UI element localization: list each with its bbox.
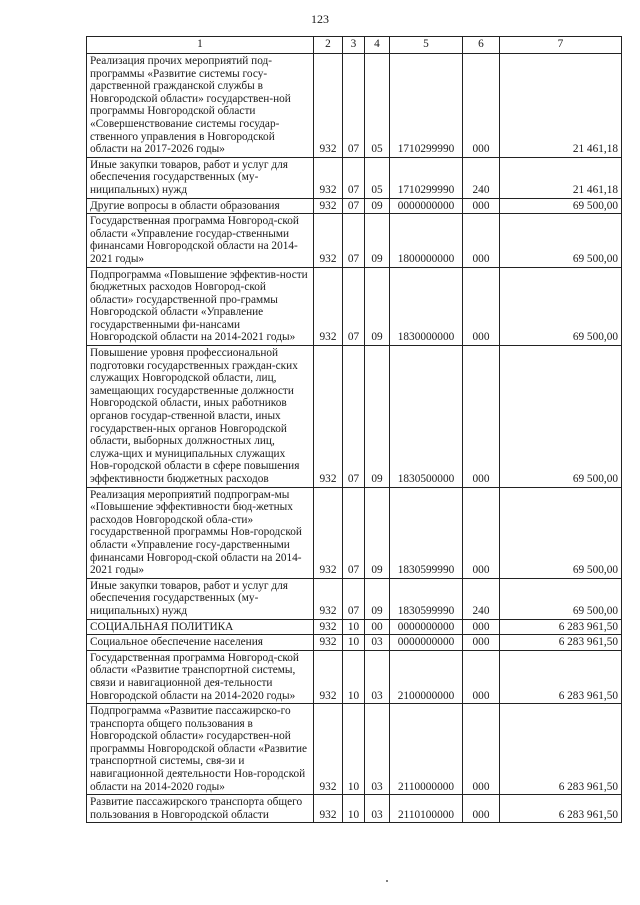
section-code-cell: 07 xyxy=(343,267,365,346)
amount-cell: 69 500,00 xyxy=(500,578,622,619)
expense-name-cell: Подпрограмма «Повышение эффектив-ности бюджетных расходов Новгород-ской области» государственной про-граммы Новгородской области «Управление государственными фи-нансами Новгородской области на 2014-2021 годы» xyxy=(87,267,314,346)
expense-type-code-cell: 000 xyxy=(463,346,500,488)
expense-type-code-cell: 000 xyxy=(463,54,500,158)
expense-name-cell: Государственная программа Новгород-ской области «Управление государ-ственными финансами Новгородской области на 2014-2021 годы» xyxy=(87,214,314,267)
section-code-cell: 10 xyxy=(343,704,365,795)
table-row xyxy=(87,650,622,703)
subsection-code-cell: 09 xyxy=(365,267,390,346)
amount-cell: 6 283 961,50 xyxy=(500,635,622,651)
department-code-cell: 932 xyxy=(314,198,343,214)
header-row xyxy=(87,37,622,54)
header-cell: 5 xyxy=(390,37,463,54)
amount-cell: 69 500,00 xyxy=(500,487,622,578)
scan-dot xyxy=(386,880,388,882)
table-row xyxy=(87,157,622,198)
section-code-cell: 10 xyxy=(343,619,365,635)
expense-name-cell: Развитие пассажирского транспорта общего пользования в Новгородской области xyxy=(87,795,314,823)
amount-cell: 21 461,18 xyxy=(500,157,622,198)
table-row xyxy=(87,267,622,346)
page-number: 123 xyxy=(311,12,329,26)
table-row xyxy=(87,214,622,267)
subsection-code-cell: 09 xyxy=(365,487,390,578)
target-article-code-cell: 1830500000 xyxy=(390,346,463,488)
subsection-code-cell: 00 xyxy=(365,619,390,635)
department-code-cell: 932 xyxy=(314,650,343,703)
subsection-code-cell: 09 xyxy=(365,346,390,488)
section-code-cell: 07 xyxy=(343,198,365,214)
header-cell: 4 xyxy=(365,37,390,54)
section-code-cell: 07 xyxy=(343,214,365,267)
target-article-code-cell: 1830599990 xyxy=(390,578,463,619)
subsection-code-cell: 05 xyxy=(365,54,390,158)
section-code-cell: 10 xyxy=(343,635,365,651)
expense-type-code-cell: 000 xyxy=(463,487,500,578)
expense-type-code-cell: 000 xyxy=(463,704,500,795)
header-cell: 1 xyxy=(87,37,314,54)
section-code-cell: 10 xyxy=(343,795,365,823)
expense-name-cell: Другие вопросы в области образования xyxy=(87,198,314,214)
department-code-cell: 932 xyxy=(314,619,343,635)
expense-type-code-cell: 000 xyxy=(463,635,500,651)
table-row xyxy=(87,346,622,488)
table-row xyxy=(87,635,622,651)
header-cell: 7 xyxy=(500,37,622,54)
target-article-code-cell: 1830599990 xyxy=(390,487,463,578)
expense-type-code-cell: 000 xyxy=(463,198,500,214)
expense-type-code-cell: 000 xyxy=(463,795,500,823)
subsection-code-cell: 03 xyxy=(365,704,390,795)
target-article-code-cell: 2100000000 xyxy=(390,650,463,703)
expense-type-code-cell: 240 xyxy=(463,157,500,198)
expense-name-cell: Социальное обеспечение населения xyxy=(87,635,314,651)
expense-name-cell: Повышение уровня профессиональной подготовки государственных граждан-ских служащих Новгородской области, лиц, замещающих государственные должности Новгородской области, иных работников органов государ-ственной власти, иных государствен-ных органов Новгородской области, выборных должностных лиц, служа-щих и муниципальных служащих Нов-городской области в сфере повышения эффективности бюджетных расходов xyxy=(87,346,314,488)
expense-type-code-cell: 240 xyxy=(463,578,500,619)
department-code-cell: 932 xyxy=(314,487,343,578)
expense-type-code-cell: 000 xyxy=(463,214,500,267)
header-cell: 2 xyxy=(314,37,343,54)
section-code-cell: 07 xyxy=(343,346,365,488)
expense-name-cell: Реализация мероприятий подпрограм-мы «Повышение эффективности бюд-жетных расходов Новгородской обла-сти» государственной программы Нов-городской области «Управление госу-дарственными финансами Новгород-ской области на 2014-2021 годы» xyxy=(87,487,314,578)
budget-table xyxy=(86,36,622,823)
target-article-code-cell: 1830000000 xyxy=(390,267,463,346)
department-code-cell: 932 xyxy=(314,214,343,267)
section-code-cell: 07 xyxy=(343,157,365,198)
table-row xyxy=(87,54,622,158)
subsection-code-cell: 03 xyxy=(365,635,390,651)
target-article-code-cell: 1710299990 xyxy=(390,54,463,158)
header-cell: 3 xyxy=(343,37,365,54)
table-row xyxy=(87,795,622,823)
expense-name-cell: Государственная программа Новгород-ской области «Развитие транспортной системы, связи и навигационной дея-тельности Новгородской области на 2014-2020 годы» xyxy=(87,650,314,703)
department-code-cell: 932 xyxy=(314,157,343,198)
table-row xyxy=(87,578,622,619)
header-cell: 6 xyxy=(463,37,500,54)
department-code-cell: 932 xyxy=(314,578,343,619)
subsection-code-cell: 09 xyxy=(365,578,390,619)
target-article-code-cell: 0000000000 xyxy=(390,619,463,635)
department-code-cell: 932 xyxy=(314,267,343,346)
subsection-code-cell: 03 xyxy=(365,650,390,703)
department-code-cell: 932 xyxy=(314,54,343,158)
table-row xyxy=(87,704,622,795)
expense-name-cell: Реализация прочих мероприятий под-программы «Развитие системы госу-дарственной гражданской службы в Новгородской области» государствен-ной программы Новгородской области «Совершенствование системы государ-ственного управления в Новгородской области на 2017-2026 годы» xyxy=(87,54,314,158)
expense-type-code-cell: 000 xyxy=(463,619,500,635)
department-code-cell: 932 xyxy=(314,635,343,651)
subsection-code-cell: 09 xyxy=(365,214,390,267)
department-code-cell: 932 xyxy=(314,704,343,795)
table-row xyxy=(87,487,622,578)
section-code-cell: 10 xyxy=(343,650,365,703)
target-article-code-cell: 0000000000 xyxy=(390,635,463,651)
amount-cell: 69 500,00 xyxy=(500,198,622,214)
department-code-cell: 932 xyxy=(314,346,343,488)
amount-cell: 21 461,18 xyxy=(500,54,622,158)
amount-cell: 69 500,00 xyxy=(500,214,622,267)
amount-cell: 69 500,00 xyxy=(500,267,622,346)
target-article-code-cell: 1710299990 xyxy=(390,157,463,198)
expense-name-cell: Подпрограмма «Развитие пассажирско-го транспорта общего пользования в Новгородской области» государствен-ной программы Новгородской области «Развитие транспортной системы, свя-зи и навигационной деятельности Нов-городской области на 2014-2020 годы» xyxy=(87,704,314,795)
expense-name-cell: Иные закупки товаров, работ и услуг для обеспечения государственных (му-ниципальных) нужд xyxy=(87,578,314,619)
subsection-code-cell: 09 xyxy=(365,198,390,214)
subsection-code-cell: 05 xyxy=(365,157,390,198)
amount-cell: 69 500,00 xyxy=(500,346,622,488)
subsection-code-cell: 03 xyxy=(365,795,390,823)
amount-cell: 6 283 961,50 xyxy=(500,619,622,635)
amount-cell: 6 283 961,50 xyxy=(500,795,622,823)
department-code-cell: 932 xyxy=(314,795,343,823)
section-code-cell: 07 xyxy=(343,54,365,158)
expense-name-cell: СОЦИАЛЬНАЯ ПОЛИТИКА xyxy=(87,619,314,635)
section-code-cell: 07 xyxy=(343,487,365,578)
amount-cell: 6 283 961,50 xyxy=(500,650,622,703)
target-article-code-cell: 2110000000 xyxy=(390,704,463,795)
expense-type-code-cell: 000 xyxy=(463,267,500,346)
expense-type-code-cell: 000 xyxy=(463,650,500,703)
target-article-code-cell: 1800000000 xyxy=(390,214,463,267)
table-row xyxy=(87,619,622,635)
expense-name-cell: Иные закупки товаров, работ и услуг для обеспечения государственных (му-ниципальных) нужд xyxy=(87,157,314,198)
section-code-cell: 07 xyxy=(343,578,365,619)
amount-cell: 6 283 961,50 xyxy=(500,704,622,795)
target-article-code-cell: 0000000000 xyxy=(390,198,463,214)
table-row xyxy=(87,198,622,214)
target-article-code-cell: 2110100000 xyxy=(390,795,463,823)
